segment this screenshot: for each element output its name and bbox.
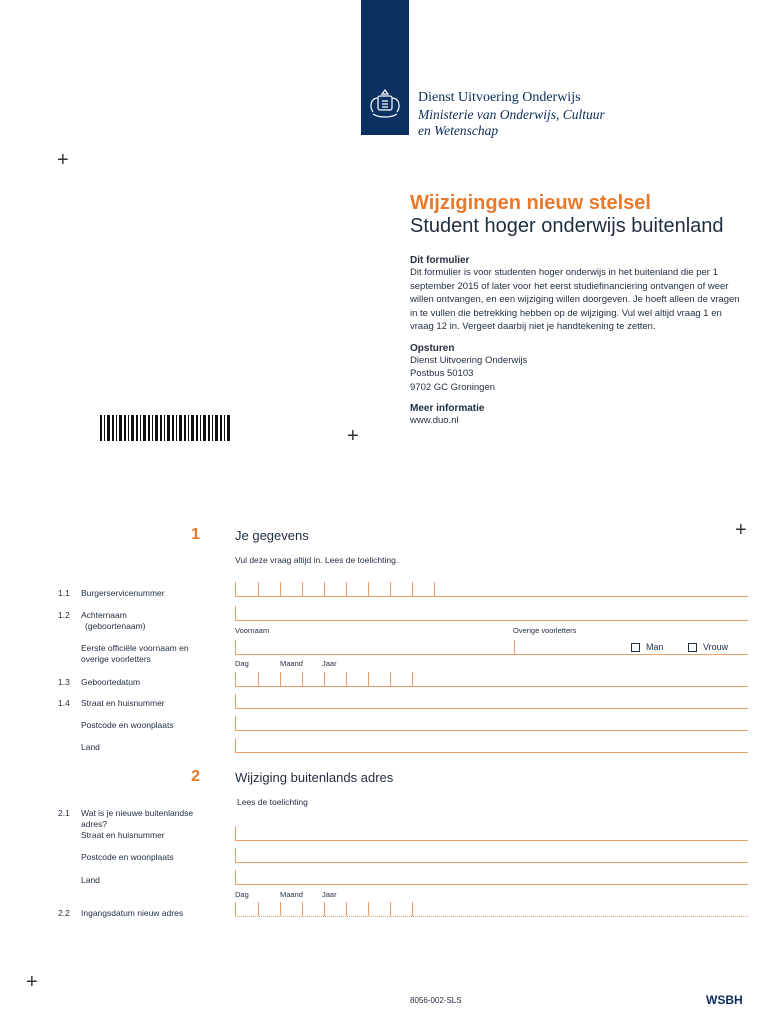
nieuw-straat-field[interactable]	[235, 826, 748, 841]
gender-option-man[interactable]: Man	[631, 642, 664, 652]
question-label: Land	[81, 742, 100, 752]
voornaam-field[interactable]	[235, 640, 514, 655]
date-month-label: Maand	[280, 659, 303, 668]
geboortedatum-field[interactable]	[235, 672, 748, 687]
question-label: Wat is je nieuwe buitenlandse	[81, 808, 194, 818]
question-number: 2.1	[58, 808, 70, 818]
form-id: WSBH	[706, 993, 743, 1007]
question-number: 2.2	[58, 908, 70, 918]
form-description: Dit formulier is voor studenten hoger onderwijs in het buitenland die per 1 september 2015 of later voor het eerst studiefinanciering ontvangen of weer willen ontvangen, en een wijziging willen doorgeven. Je hoeft alleen de vragen in te vullen die betrekking hebben op de wijziging. Vul wel altijd vraag 1 en vraag 12 in. Vergeet daarbij niet je handtekening te zetten.	[410, 267, 740, 332]
postcode-field[interactable]	[235, 716, 748, 731]
org-subtitle: Ministerie van Onderwijs, Cultuur en Wetenschap	[418, 107, 605, 138]
page-subtitle: Student hoger onderwijs buitenland	[410, 215, 724, 237]
crest-icon	[365, 88, 405, 124]
voornaam-label: Voornaam	[235, 626, 270, 635]
question-label: overige voorletters	[81, 654, 151, 664]
question-label: Postcode en woonplaats	[81, 720, 174, 730]
info-link[interactable]: www.duo.nl	[410, 415, 459, 426]
ingangsdatum-field[interactable]	[235, 902, 748, 917]
section-hint: Vul deze vraag altijd in. Lees de toelichting.	[235, 555, 399, 565]
gender-option-vrouw[interactable]: Vrouw	[688, 642, 728, 652]
question-label: Postcode en woonplaats	[81, 852, 174, 862]
send-address-line: Postbus 50103	[410, 368, 474, 379]
section-number: 2	[191, 768, 200, 785]
overige-voorletters-label: Overige voorletters	[513, 626, 577, 635]
bsn-field[interactable]	[235, 582, 748, 597]
checkbox-icon[interactable]	[631, 643, 640, 652]
send-heading: Opsturen	[410, 342, 455, 354]
question-label: Eerste officiële voornaam en	[81, 643, 189, 653]
date-day-label: Dag	[235, 890, 249, 899]
land-field[interactable]	[235, 738, 748, 753]
checkbox-icon[interactable]	[688, 643, 697, 652]
achternaam-field[interactable]	[235, 606, 748, 621]
section-title: Je gegevens	[235, 528, 309, 543]
question-label: Burgerservicenummer	[81, 588, 165, 598]
org-name: Dienst Uitvoering Onderwijs	[418, 90, 581, 105]
page-title: Wijzigingen nieuw stelsel	[410, 192, 651, 214]
straat-field[interactable]	[235, 694, 748, 709]
question-label: adres?	[81, 819, 107, 829]
date-year-label: Jaar	[322, 890, 337, 899]
intro-block	[410, 255, 740, 428]
section-title: Wijziging buitenlands adres	[235, 770, 394, 785]
date-month-label: Maand	[280, 890, 303, 899]
date-day-label: Dag	[235, 659, 249, 668]
info-heading: Meer informatie	[410, 403, 485, 414]
send-address-line: Dienst Uitvoering Onderwijs	[410, 354, 528, 366]
question-label: Achternaam	[81, 610, 127, 620]
section-hint: Lees de toelichting	[237, 797, 308, 807]
registration-mark: +	[57, 149, 69, 171]
question-number: 1.2	[58, 610, 70, 620]
question-label: Straat en huisnummer	[81, 830, 165, 840]
nieuw-land-field[interactable]	[235, 870, 748, 885]
question-label: Land	[81, 875, 100, 885]
registration-mark: +	[735, 519, 747, 541]
question-number: 1.3	[58, 677, 70, 687]
registration-mark: +	[347, 425, 359, 447]
barcode	[100, 415, 230, 441]
registration-mark: +	[26, 971, 38, 993]
question-label: Ingangsdatum nieuw adres	[81, 908, 184, 918]
logo-bar	[361, 0, 409, 135]
question-number: 1.1	[58, 588, 70, 598]
question-number: 1.4	[58, 698, 70, 708]
section-number: 1	[191, 526, 200, 543]
nieuw-postcode-field[interactable]	[235, 848, 748, 863]
form-code: 8056-002-SLS	[410, 996, 462, 1005]
send-address-line: 9702 GC Groningen	[410, 381, 496, 393]
question-label: Geboortedatum	[81, 677, 141, 687]
question-sublabel: (geboortenaam)	[85, 621, 146, 631]
date-year-label: Jaar	[322, 659, 337, 668]
form-heading: Dit formulier	[410, 255, 470, 266]
question-label: Straat en huisnummer	[81, 698, 165, 708]
